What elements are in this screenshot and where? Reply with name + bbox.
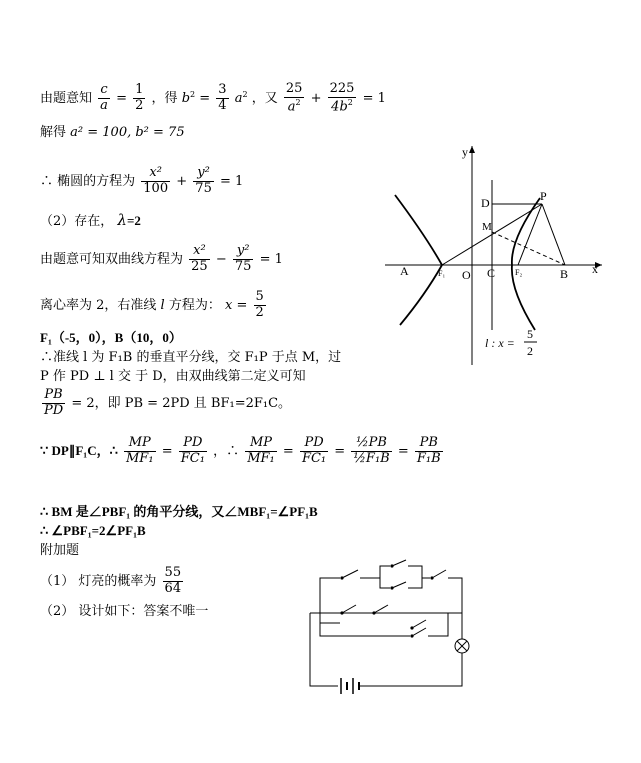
fraction-55-64: $\frac{55}{64}$ <box>164 565 182 596</box>
label-d: D <box>481 196 490 210</box>
label-b: B <box>560 267 569 281</box>
circuit-wire-right <box>360 653 462 686</box>
parallel-left <box>380 566 390 578</box>
equals: = <box>199 91 211 107</box>
fraction-pb-fb: $\frac{PB}{\text{F₁B}}$ <box>416 435 441 466</box>
fraction-mp-mf1-2: $\frac{MP}{\text{MF₁}}$ <box>247 435 275 466</box>
switch-8-contact <box>410 634 413 637</box>
fraction-y2-75: $\frac{\text{y²}}{75}$ <box>234 243 252 274</box>
line-16: （2） 设计如下：答案不唯一 <box>40 604 209 619</box>
switch-1 <box>342 570 358 578</box>
plus: + <box>310 91 322 107</box>
fraction-x2-100: $\frac{\text{x²}}{100}$ <box>143 165 169 196</box>
switch-4-contact <box>430 576 433 579</box>
line-2 <box>40 126 185 139</box>
label-x: x <box>592 262 598 276</box>
text: 解得 <box>40 125 67 140</box>
label-m: M <box>482 221 492 233</box>
line-9: P 作 PD ⊥ l 交 于 D，由双曲线第二定义可知 <box>40 369 306 384</box>
label-p: P <box>540 189 547 203</box>
parallel-right <box>408 566 422 588</box>
line-12: ∴ BM 是∠PBF₁ 的角平分线，又∠MBF₁=∠PF₁B <box>40 504 318 519</box>
fraction-three-quarters: $\frac{3}{4}$ <box>218 82 227 114</box>
minus: − <box>215 251 227 267</box>
label-c: C <box>487 266 496 280</box>
switch-1-contact <box>340 576 343 579</box>
fraction-x2-25: $\frac{\text{x²}}{25}$ <box>191 243 208 274</box>
equals: = <box>116 91 127 107</box>
label-f1: F₁ <box>438 269 446 278</box>
text: ∴ 椭圆的方程为 <box>40 173 136 189</box>
line-8: ∴准线 l 为 F₁B 的垂直平分线，交 F₁P 于点 M，过 <box>40 350 342 365</box>
fraction-pb-pd: $\frac{PB}{PD}$ <box>44 387 64 418</box>
circuit-wire-left <box>310 613 338 686</box>
circuit-wire-top <box>310 578 340 613</box>
text: ，∴ <box>213 443 240 459</box>
line-1: 由题意知 $\frac{c}{a}$ = $\frac{1}{2}$ ，得 $b^2$ = $\frac{3}{4}$ $a^2$ ，又 $\frac{25}{a^2}$ + $\frac{225}{4b^2}$ = 1 <box>40 81 386 115</box>
line-6 <box>40 290 268 321</box>
l-var: l <box>160 297 165 313</box>
equals: = <box>282 443 294 459</box>
text: （1） 灯亮的概率为 <box>40 573 157 589</box>
b-var: b <box>181 91 191 107</box>
line-7: F₁（-5，0），B（10，0） <box>40 330 182 345</box>
equals-one: = 1 <box>259 251 283 267</box>
text: ，又 <box>251 91 278 107</box>
plus: + <box>176 173 188 189</box>
switch-6 <box>374 605 388 613</box>
label-y: y <box>462 145 468 159</box>
line-5 <box>40 244 283 275</box>
branch-3-right <box>428 613 448 636</box>
circuit-diagram <box>300 558 480 698</box>
fraction-25-a2: $\frac{25}{a^2}$ <box>285 81 303 115</box>
switch-3 <box>392 582 406 588</box>
equals: = <box>397 443 409 459</box>
label-l-den: 2 <box>527 344 533 358</box>
label-a: A <box>400 264 409 278</box>
label-l-num: 5 <box>527 327 533 341</box>
x-equals: x = <box>225 297 248 313</box>
switch-3-contact <box>390 586 393 589</box>
fraction-five-halves: $\frac{5}{2}$ <box>255 289 264 320</box>
line-11 <box>40 436 445 467</box>
switch-5-contact <box>340 611 343 614</box>
line-13: ∴ ∠PBF₁=2∠PF₁B <box>40 523 146 538</box>
text: ，得 <box>151 91 178 107</box>
circuit-wire <box>448 578 462 613</box>
fraction-y2-75: $\frac{\text{y²}}{75}$ <box>195 165 212 196</box>
label-o: O <box>462 268 471 282</box>
switch-7 <box>412 620 426 628</box>
fraction-half-pb-half-fb: $\frac{\text{½PB}}{\text{½F₁B}}$ <box>353 435 390 466</box>
switch-5 <box>342 605 356 613</box>
equals-one: = 1 <box>362 91 386 107</box>
text: 由题意知 <box>40 91 93 107</box>
fraction-pd-fc1: $\frac{PD}{\text{FC₁}}$ <box>180 435 205 466</box>
switch-2-contact <box>390 564 393 567</box>
text: ∵ DP∥F₁C，∴ <box>40 442 118 458</box>
line-3 <box>40 166 243 197</box>
y-arrow-icon <box>469 146 475 153</box>
switch-6-contact <box>372 611 375 614</box>
equals: = <box>334 443 346 459</box>
label-l-eq: l : x = <box>485 336 515 350</box>
hyperbola-right-branch <box>512 198 540 330</box>
equals: = <box>161 443 173 459</box>
math: a² = 100, b² = 75 <box>70 125 185 140</box>
text: = 2，即 PB = 2PD 且 BF₁=2F₁C。 <box>71 395 292 411</box>
branch-2-left <box>320 613 340 623</box>
fraction-one-half: $\frac{1}{2}$ <box>135 82 144 114</box>
parallel-left-low <box>380 578 390 588</box>
fraction-c-over-a: $\frac{c}{a}$ <box>100 82 108 114</box>
text: （2）存在， <box>40 214 114 229</box>
line-4 <box>40 213 141 228</box>
switch-4 <box>432 570 446 578</box>
lambda: λ <box>117 211 127 229</box>
label-f2: F₂ <box>515 268 523 277</box>
line-10 <box>40 388 291 419</box>
switch-7-contact <box>410 626 413 629</box>
fraction-225-4b2: $\frac{225}{4b^2}$ <box>329 81 355 115</box>
text: 方程为： <box>168 297 221 313</box>
branch-3 <box>320 623 410 636</box>
fraction-mp-mf1: $\frac{MP}{\text{MF₁}}$ <box>126 435 154 466</box>
line-15 <box>40 566 185 597</box>
a-var: a <box>234 91 243 107</box>
switch-2 <box>392 560 406 566</box>
hyperbola-left-branch <box>395 195 442 325</box>
switch-8 <box>412 628 426 636</box>
hyperbola-diagram <box>380 140 610 370</box>
equals-two: =2 <box>126 213 141 228</box>
line-14: 附加题 <box>40 543 80 558</box>
text: 由题意可知双曲线方程为 <box>40 251 184 267</box>
fraction-pd-fc1-2: $\frac{PD}{\text{FC₁}}$ <box>301 435 327 466</box>
text: 离心率为 2，右准线 <box>40 297 157 313</box>
equals-one: = 1 <box>219 173 244 189</box>
